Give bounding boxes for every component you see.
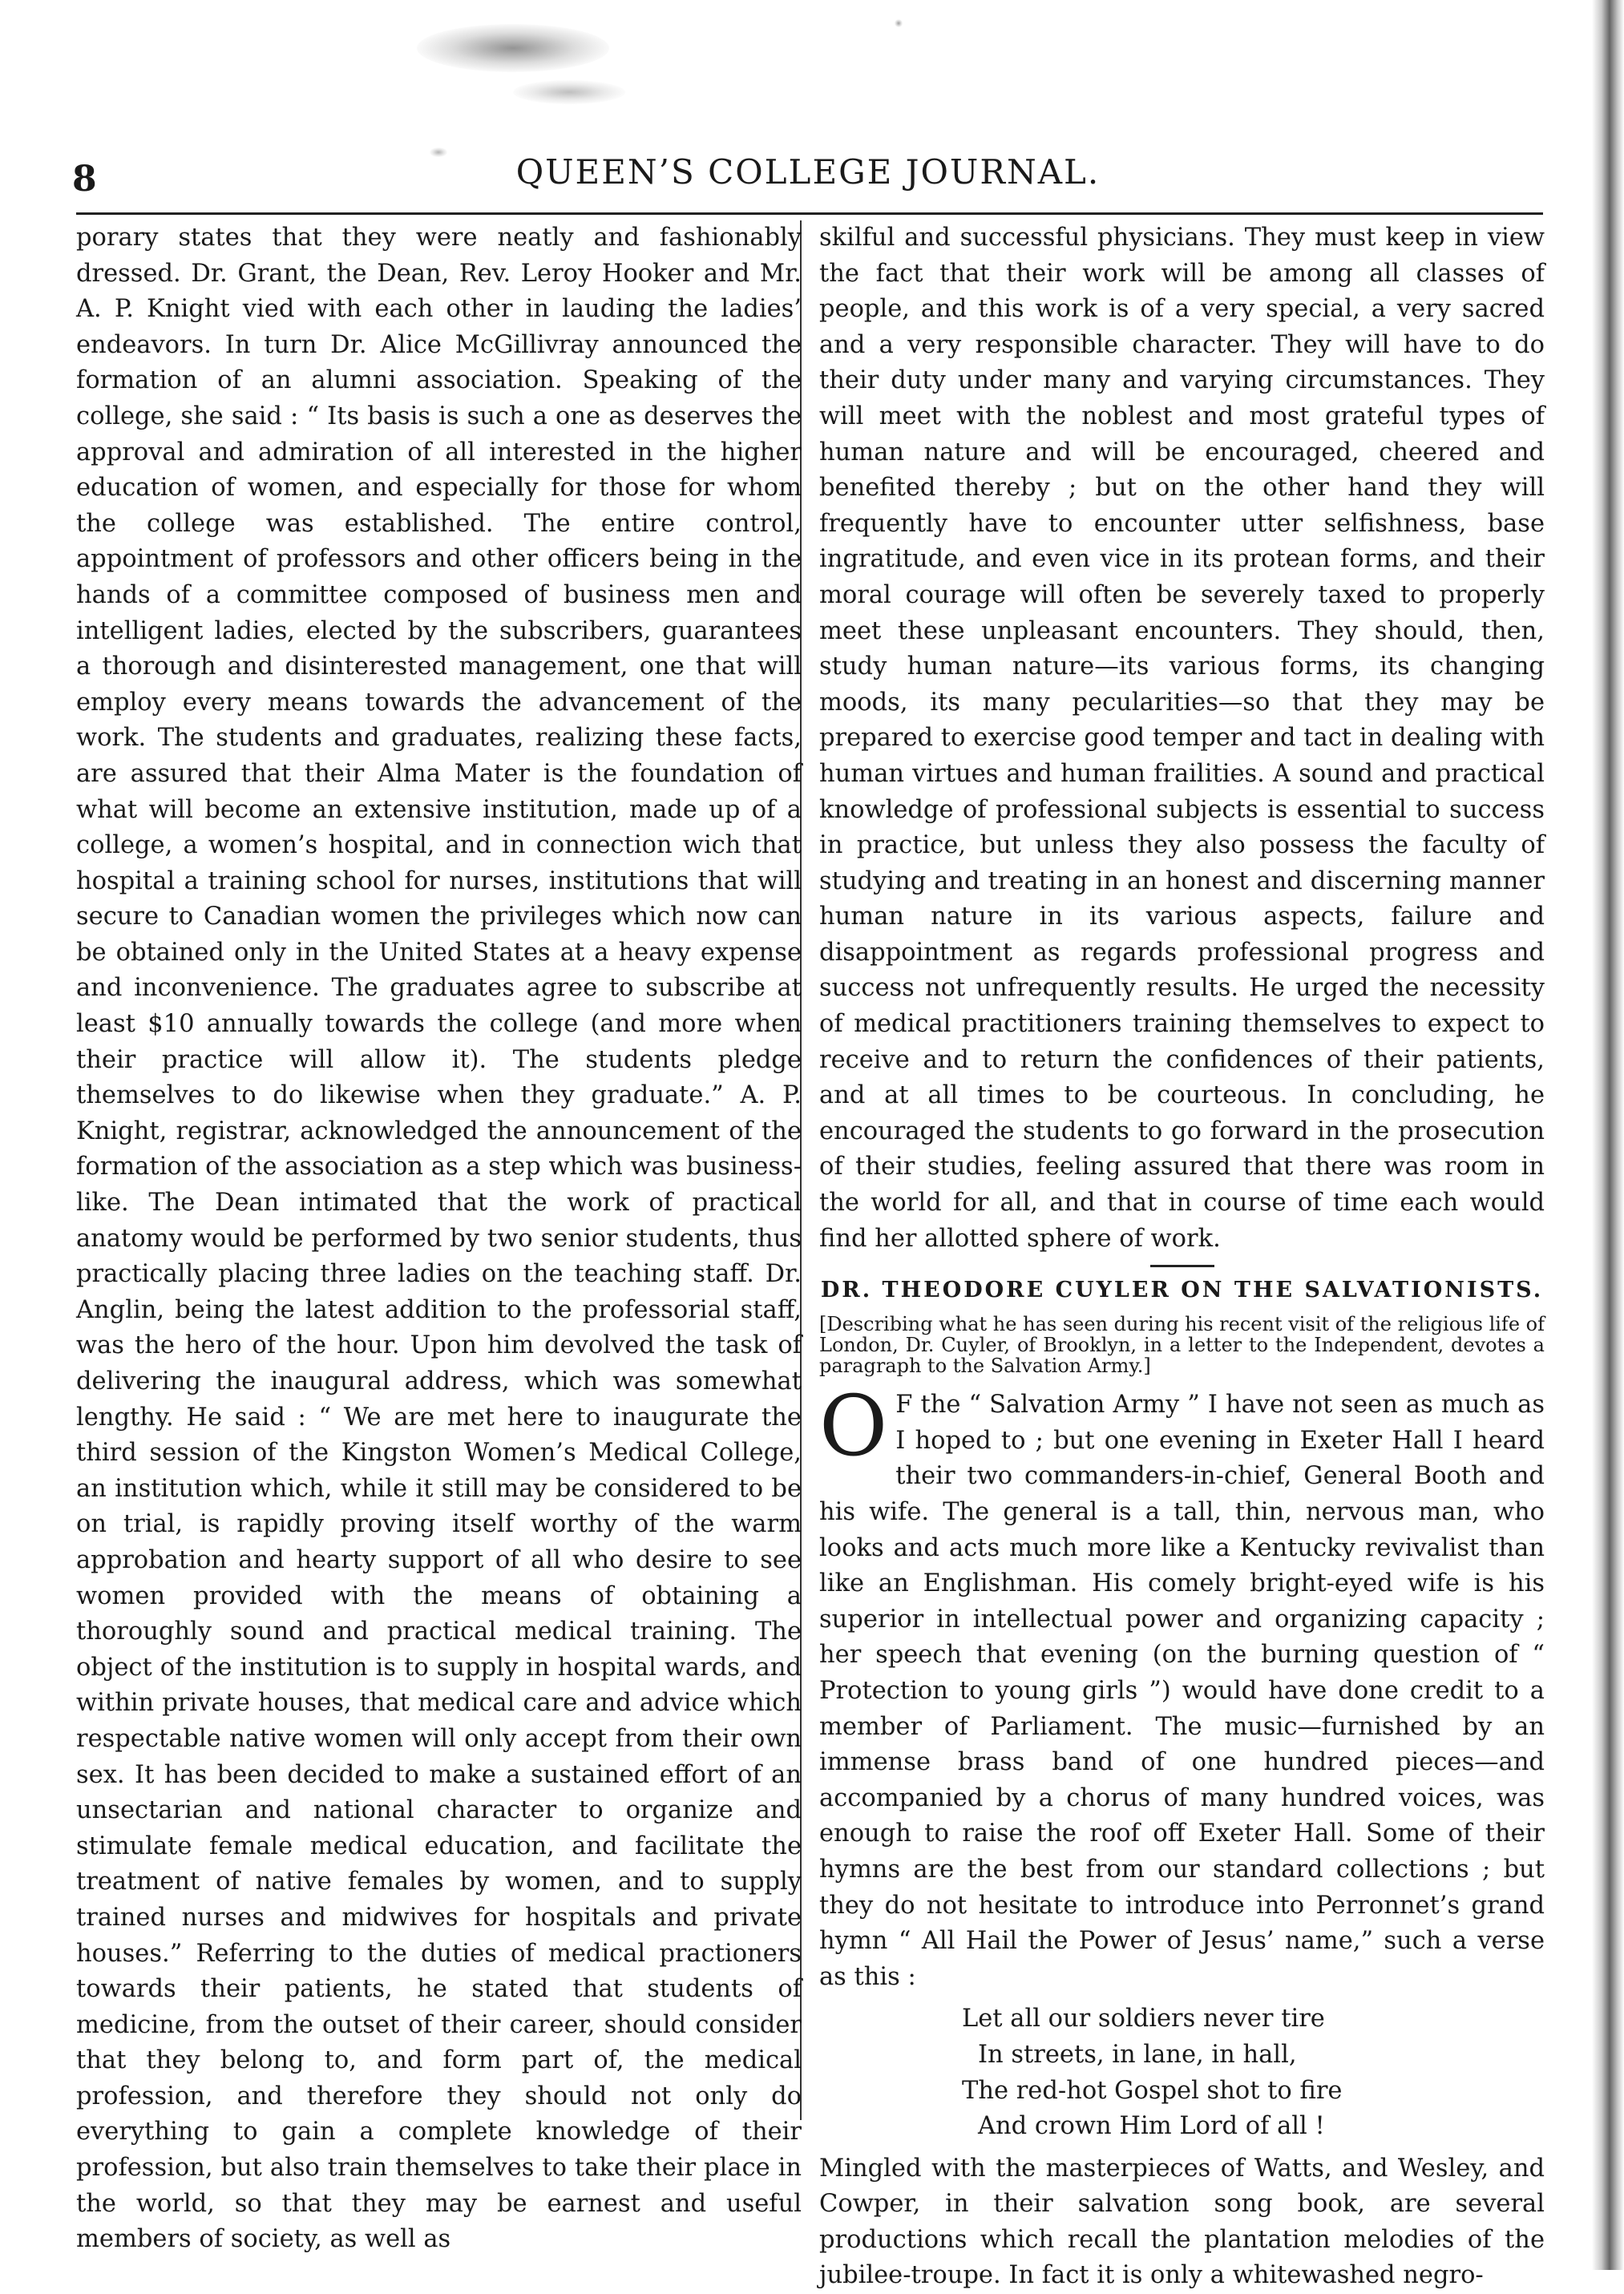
hymn-verse	[819, 2001, 1545, 2144]
article-body-continued: Mingled with the masterpieces of Watts, and Wesley, and Cowper, in their salvation song book, are several productions which recall the plantation melodies of the jubilee-troupe. In fact it is only a whitewashed negro-	[819, 2154, 1545, 2290]
left-column	[76, 220, 802, 2258]
drop-cap: O	[819, 1377, 888, 1476]
right-column	[819, 220, 1545, 2294]
header-rule	[76, 212, 1543, 215]
ink-smudge	[513, 80, 625, 104]
page-number: 8	[72, 159, 97, 200]
journal-title: QUEEN’S COLLEGE JOURNAL.	[515, 152, 1101, 192]
verse-line: Let all our soldiers never tire	[962, 2005, 1325, 2034]
verse-line: In streets, in lane, in hall,	[978, 2040, 1297, 2069]
page-header	[72, 144, 1544, 200]
page-binding-edge	[1592, 0, 1624, 2270]
previous-article-ending: skilful and successful physicians. They must keep in view the fact that their work will be among all classes of people, and this work is of a very special, a very sacred and a very responsible character. They will have to do their duty under many and varying circumstances. They will meet with the noblest and most grateful types of human nature and will be encouraged, cheered and benefited thereby ; but on the other hand they will frequently have to encounter utter selfishness, base ingratitude, and even vice in its protean forms, and their moral courage will often be severely taxed to properly meet these unpleasant encounters. They should, then, study human nature—its various forms, its changing moods, its many pecularities—so that they may be prepared to exercise good temper and tact in dealing with human virtues and human frailities. A sound and practical knowledge of professional subjects is essential to success in practice, but unless they also possess the faculty of studying and treating in an honest and discerning manner human nature in its various aspects, failure and disappointment as regards professional progress and success not unfrequently results. He urged the necessity of medical practitioners training themselves to expect to receive and to return the confidences of their patients, and at all times to be courteous. In concluding, he encouraged the students to go forward in the prosecution of their studies, feeling assured that there was room in the world for all, and that in course of time each would find her allotted sphere of work.	[819, 224, 1545, 1253]
left-column-text: porary states that they were neatly and fashionably dressed. Dr. Grant, the Dean, Rev. Leroy Hooker and Mr. A. P. Knight vied with each other in lauding the ladies’ endeavors. In turn Dr. Alice McGillivray announced the formation of an alumni association. Speaking of the college, she said : “ Its basis is such a one as deserves the approval and admiration of all interested in the higher education of women, and especially for those for whom the college was established. The entire control, appointment of professors and other officers being in the hands of a committee composed of business men and intelligent ladies, elected by the subscribers, guarantees a thorough and disinterested management, one that will employ every means towards the advancement of the work. The students and graduates, realizing these facts, are assured that their Alma Mater is the foundation of what will become an extensive institution, made up of a college, a women’s hospital, and in connection wich that hospital a training school for nurses, institutions that will secure to Canadian women the privileges which now can be obtained only in the United States at a heavy expense and inconvenience. The graduates agree to subscribe at least $10 annually towards the college (and more when their practice will allow it). The students pledge themselves to do likewise when they graduate.” A. P. Knight, registrar, acknowledged the announcement of the formation of the association as a step which was business-like. The Dean intimated that the work of practical anatomy would be performed by two senior students, thus practically placing three ladies on the teaching staff. Dr. Anglin, being the latest addition to the professorial staff, was the hero of the hour. Upon him devolved the task of delivering the inaugural address, which was somewhat lengthy. He said : “ We are met here to inaugurate the third session of the Kingston Women’s Medical College, an institution which, while it still may be considered to be on trial, is rapidly proving itself worthy of the warm approbation and hearty support of all who desire to see women provided with the means of obtaining a thoroughly sound and practical medical training. The object of the institution is to supply in hospital wards, and within private houses, that medical care and advice which respectable native women will only accept from their own sex. It has been decided to make a sustained effort of an unsectarian and national character to organize and stimulate female medical education, and facilitate the treatment of native females by women, and to supply trained nurses and midwives for hospitals and private houses.” Referring to the duties of medical practioners towards their patients, he stated that students of medicine, from the outset of their career, should consider that they belong to, and form part of, the medical profession, and therefore they should not only do everything to gain a complete knowledge of their profession, but also train themselves to take their place in the world, so that they may be earnest and useful members of society, as well as	[76, 224, 802, 2254]
ink-smudge	[417, 24, 609, 72]
section-rule	[1150, 1265, 1214, 1267]
verse-line: The red-hot Gospel shot to fire	[962, 2076, 1343, 2105]
ink-smudge	[895, 19, 903, 27]
article-body-text: F the “ Salvation Army ” I have not seen as much as I hoped to ; but one evening in Exeter Hall I heard their two commanders-in-chief, General Booth and his wife. The general is a tall, thin, nervous man, who looks and acts much more like a Kentucky revivalist than like an Englishman. His comely bright-eyed wife is his superior in intellectual power and organizing capacity ; her speech that evening (on the burning question of “ Protection to young girls ”) would have done credit to a member of Parliament. The music—furnished by an immense brass band of one hundred pieces—and accompanied by a chorus of many hundred voices, was enough to raise the roof off Exeter Hall. Some of their hymns are the best from our standard collections ; but they do not hesitate to introduce into Perronnet’s grand hymn “ All Hail the Power of Jesus’ name,” such a verse as this :	[819, 1391, 1545, 1991]
article-intro: [Describing what he has seen during his recent visit of the religious life of London, Dr. Cuyler, of Brooklyn, in a letter to the Independent, devotes a paragraph to the Salvation Army.]	[819, 1313, 1545, 1378]
article-title: DR. THEODORE CUYLER ON THE SALVATIONISTS.	[820, 1278, 1544, 1303]
verse-line: And crown Him Lord of all !	[978, 2112, 1325, 2141]
article-body	[819, 1377, 1545, 1995]
